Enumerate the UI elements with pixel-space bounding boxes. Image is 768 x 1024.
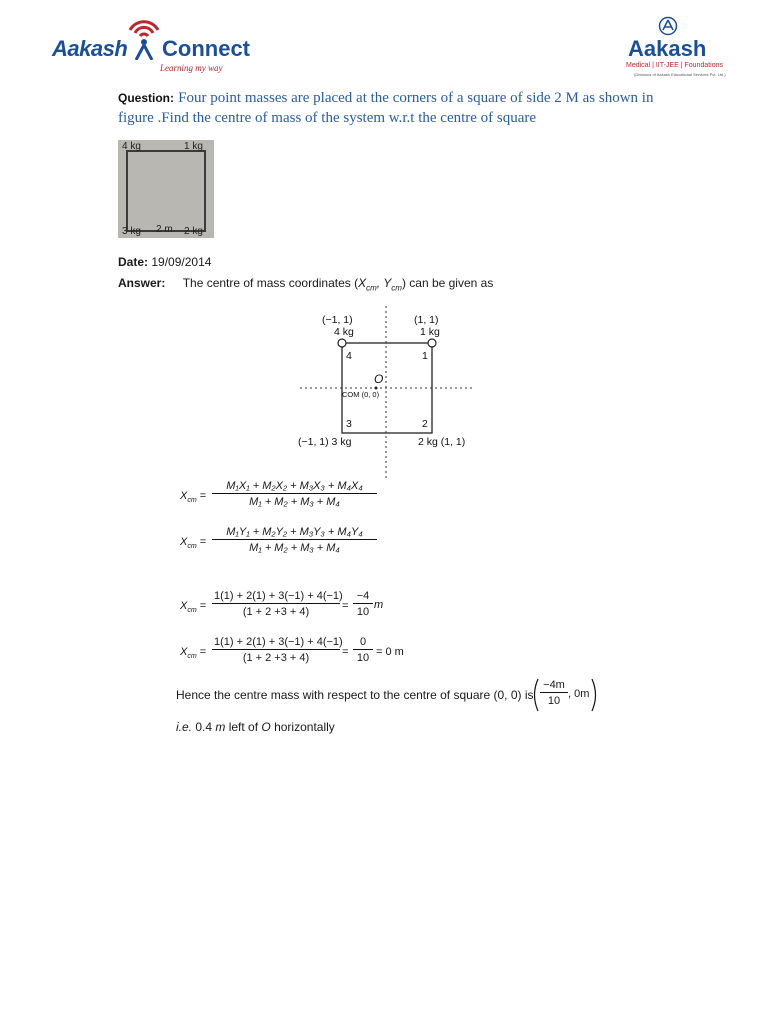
- note-end: horizontally: [270, 720, 335, 734]
- photo-label-4kg: 4 kg: [122, 141, 141, 152]
- note-unit: m: [215, 720, 226, 734]
- question-label: Question:: [118, 91, 174, 105]
- fig-num-1: 1: [422, 350, 428, 362]
- conclusion-text: Hence the centre mass with respect to the centre of square (0, 0) is: [176, 688, 534, 702]
- conclusion-note: [176, 720, 335, 734]
- question-figure-photo: [118, 140, 214, 238]
- logo-name: Aakash: [628, 36, 707, 61]
- eq2-fraction: [212, 526, 377, 554]
- question-block: [118, 88, 658, 128]
- photo-label-2m: 2 m: [156, 224, 173, 235]
- answer-label: Answer:: [118, 276, 166, 290]
- eq2-denominator: M₁ + M₂ + M₃ + M₄: [249, 542, 340, 554]
- logo-word-connect: Connect: [162, 36, 250, 61]
- eq4-result-num: 0: [353, 636, 373, 650]
- photo-label-2kg: 2 kg: [184, 226, 203, 237]
- eq3-result-num: −4: [353, 590, 373, 604]
- note-left: left of: [225, 720, 262, 734]
- eq1-denominator: M₁ + M₂ + M₃ + M₄: [249, 496, 340, 508]
- conclusion-fraction: [540, 679, 568, 707]
- date-label: Date:: [118, 255, 149, 269]
- fig-tl-mass: 4 kg: [334, 326, 354, 338]
- conclusion-frac-num: −4m: [540, 679, 568, 693]
- eq2-numerator: M₁Y₁ + M₂Y₂ + M₃Y₃ + M₄Y₄: [212, 526, 377, 540]
- eq3-numerator: 1(1) + 2(1) + 3(−1) + 4(−1): [214, 590, 343, 602]
- com-diagram: [290, 306, 490, 478]
- conclusion-tail: , 0m: [568, 688, 590, 700]
- eq4-tail-text: = 0 m: [376, 646, 404, 658]
- fig-num-4: 4: [346, 350, 352, 362]
- com-diagram-lines: [290, 306, 490, 478]
- eq3-lhs: $X_{cm}$ =: [180, 600, 207, 615]
- fig-br-label: 2 kg (1, 1): [418, 436, 466, 448]
- left-paren: [530, 678, 540, 712]
- question-text: Four point masses are placed at the corners of a square of side 2 M as shown in figure .Find the centre of mass of the system w.r.t the centre of square: [118, 90, 654, 126]
- eq3-equals: =: [342, 600, 349, 612]
- fig-com-label: COM (0, 0): [342, 390, 380, 399]
- photo-label-3kg: 3 kg: [122, 226, 141, 237]
- note-origin: O: [261, 720, 271, 734]
- eq4-tail: [376, 646, 404, 658]
- aakash-logo: [624, 16, 734, 88]
- eq3-unit: m: [374, 599, 384, 611]
- eq4-lhs: $X_{cm}$ =: [180, 646, 207, 661]
- fig-bl-label: (−1, 1) 3 kg: [298, 436, 352, 448]
- eq4-fraction: [212, 636, 343, 664]
- eq4-result-fraction: [353, 636, 373, 664]
- note-value: 0.4: [192, 720, 216, 734]
- fig-num-3: 3: [346, 418, 352, 430]
- eq3-result-den: 10: [356, 606, 370, 618]
- eq2-lhs: $X_{cm}$ =: [180, 536, 207, 551]
- eq1-numerator: M₁X₁ + M₂X₂ + M₃X₃ + M₄X₄: [212, 480, 377, 494]
- eq3-result-fraction: [353, 590, 373, 618]
- right-paren: [590, 678, 600, 712]
- conclusion-frac-den: 10: [547, 695, 561, 707]
- fig-num-2: 2: [422, 418, 428, 430]
- logo-tagline: Learning my way: [160, 63, 223, 73]
- eq4-equals: =: [342, 646, 349, 658]
- date-line: [118, 255, 211, 269]
- eq4-numerator: 1(1) + 2(1) + 3(−1) + 4(−1): [214, 636, 343, 648]
- eq3-fraction: [212, 590, 343, 618]
- fig-tl-coord: (−1, 1): [322, 314, 353, 326]
- aakash-emblem-icon: [658, 16, 678, 36]
- eq1-lhs: $X_{cm}$ =: [180, 490, 207, 505]
- answer-text-post: ) can be given as: [401, 276, 494, 290]
- answer-coords: $X_{cm}$, $Y_{cm}$: [358, 276, 402, 293]
- date-value: 19/09/2014: [151, 255, 212, 269]
- eq1-fraction: [212, 480, 377, 508]
- logo-word-aakash: Aakash: [52, 36, 128, 61]
- aakash-connect-logo: [50, 12, 250, 74]
- fig-origin: O: [374, 372, 384, 386]
- eq4-result-den: 10: [356, 652, 370, 664]
- answer-text-pre: The centre of mass coordinates (: [182, 276, 359, 290]
- fig-tr-mass: 1 kg: [420, 326, 440, 338]
- eq4-denominator: (1 + 2 +3 + 4): [242, 652, 310, 664]
- square-outline: [126, 150, 206, 232]
- logo-subtitle-small: (Divisions of Aakash Educational Services Pvt. Ltd.): [634, 72, 726, 77]
- logo-subtitle: Medical | IIT-JEE | Foundations: [626, 62, 724, 69]
- photo-label-1kg: 1 kg: [184, 141, 203, 152]
- eq3-denominator: (1 + 2 +3 + 4): [242, 606, 310, 618]
- fig-tr-coord: (1, 1): [414, 314, 439, 326]
- note-ie: i.e.: [176, 720, 193, 734]
- wifi-signal-icon: [124, 12, 164, 60]
- answer-line: [118, 276, 493, 292]
